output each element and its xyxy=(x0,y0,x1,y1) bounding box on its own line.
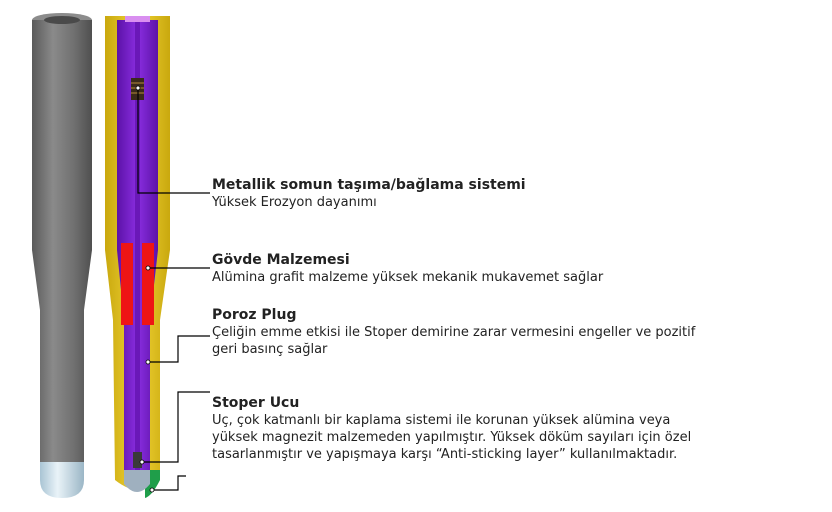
label-title: Stoper Ucu xyxy=(212,395,300,411)
label-title: Metallik somun taşıma/bağlama sistemi xyxy=(212,177,526,193)
label-desc: tasarlanmıştır ve yapışmaya karşı “Anti-sticking layer” kullanılmaktadır. xyxy=(212,447,678,462)
label-porous-plug xyxy=(212,306,822,358)
tip-plug xyxy=(133,452,142,468)
label-title: Poroz Plug xyxy=(212,307,297,323)
gasket-right xyxy=(142,243,154,325)
label-desc: geri basınç sağlar xyxy=(212,342,328,357)
label-desc: Çeliğin emme etkisi ile Stoper demirine zarar vermesini engeller ve pozitif xyxy=(212,325,696,340)
label-desc: Uç, çok katmanlı bir kaplama sistemi ile korunan yüksek alümina veya xyxy=(212,413,671,428)
gasket-left xyxy=(121,243,133,325)
label-metal-nut xyxy=(212,176,822,211)
label-body-material xyxy=(212,251,822,286)
top-cap-ring xyxy=(125,16,150,22)
label-desc: Yüksek Erozyon dayanımı xyxy=(212,195,377,210)
label-title: Gövde Malzemesi xyxy=(212,252,350,268)
label-desc: yüksek magnezit malzemeden yapılmıştır. Yüksek döküm sayıları için özel xyxy=(212,430,692,445)
label-desc: Alümina grafit malzeme yüksek mekanik mukavemet sağlar xyxy=(212,270,604,285)
label-stopper-tip xyxy=(212,394,822,463)
plain-stopper-rod xyxy=(32,13,92,465)
plain-rod-tip-cap xyxy=(40,462,84,498)
